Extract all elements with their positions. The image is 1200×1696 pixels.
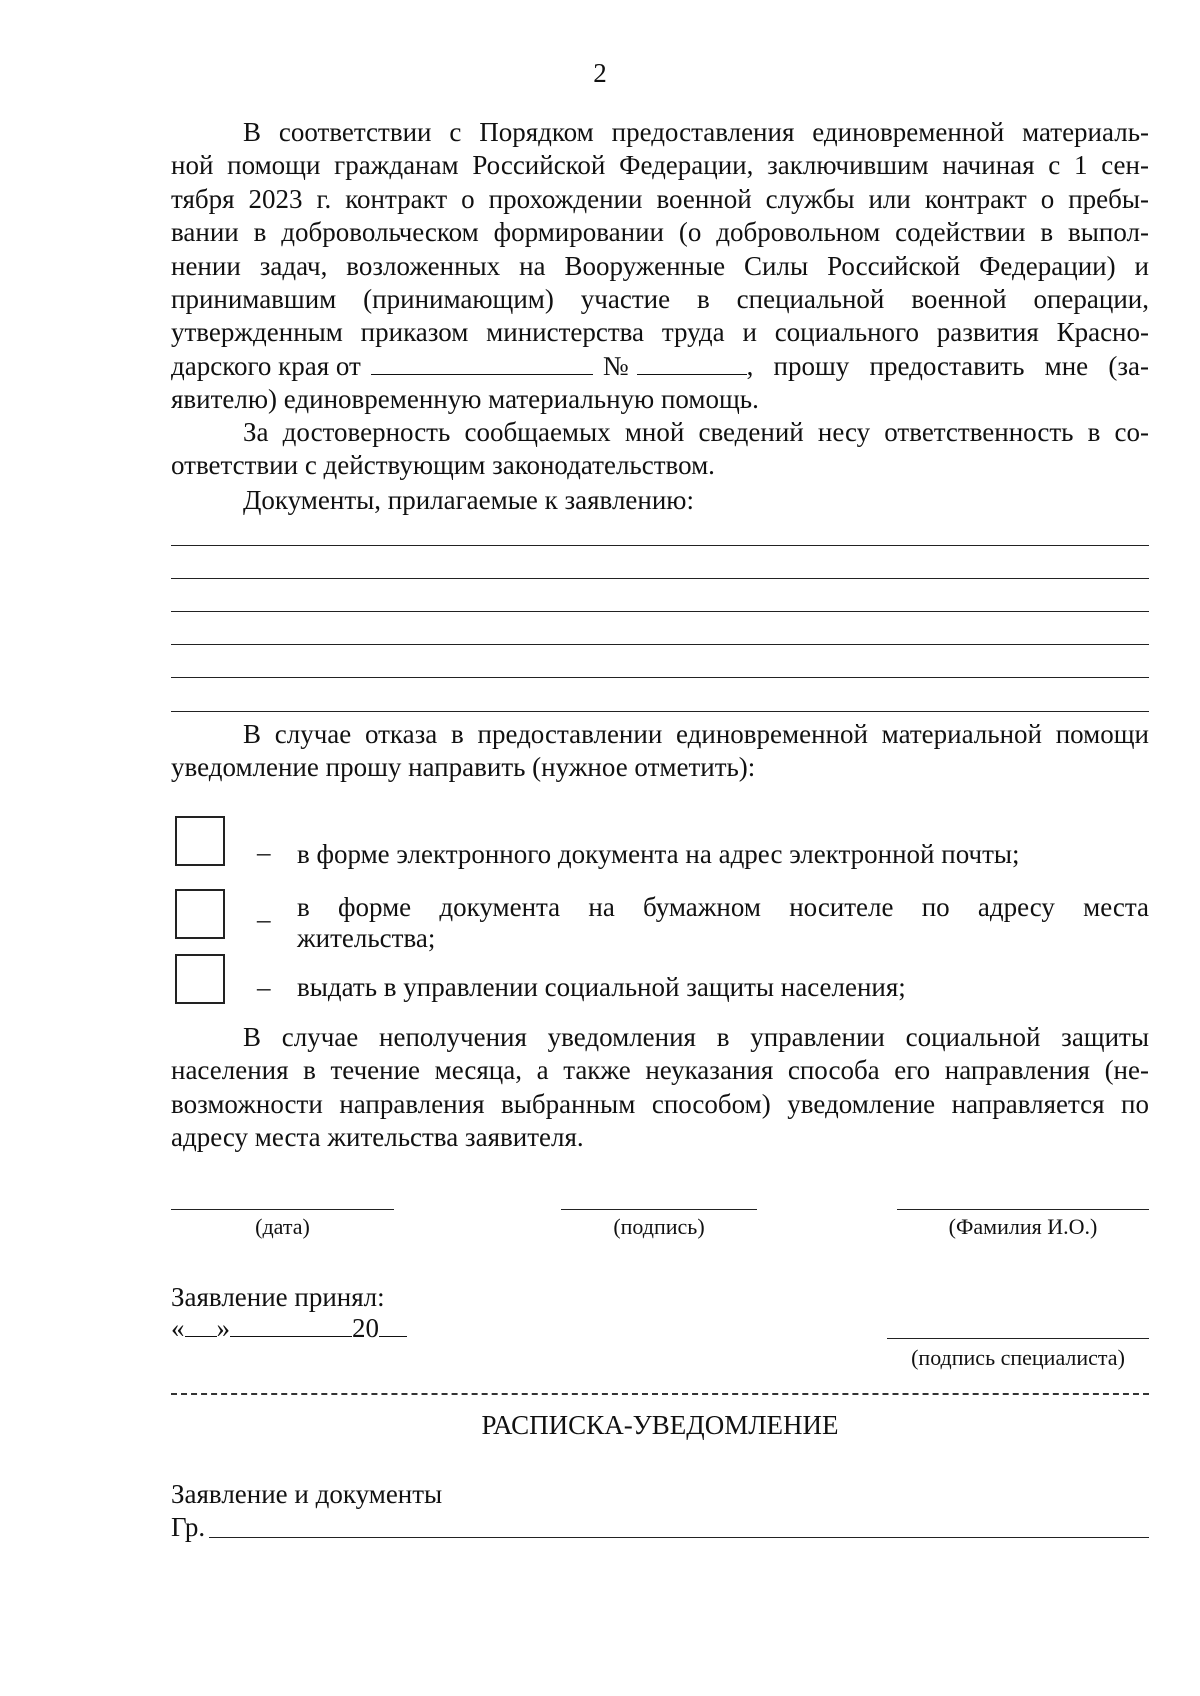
date-open-quote: « (171, 1313, 185, 1343)
option-paper-label (297, 892, 1149, 954)
intro-line: тября 2023 г. контракт о прохождении военной службы или контракт о пребы- (171, 183, 1149, 214)
intro-line: принимавшим (принимающим) участие в специальной военной операции, (171, 284, 1149, 315)
document-entry-line[interactable] (171, 644, 1149, 645)
full-name-caption: (Фамилия И.О.) (948, 1214, 1098, 1239)
intro-line-order (171, 350, 1149, 383)
citizen-name-line[interactable] (209, 1537, 1149, 1538)
intro-paragraph (171, 116, 1149, 417)
responsibility-line: ответствии с действующим законодательством. (171, 450, 715, 481)
year-blank[interactable] (379, 1314, 407, 1337)
citizen-prefix: Гр. (171, 1512, 206, 1542)
order-date-blank (371, 352, 593, 375)
year-prefix: 20 (352, 1313, 379, 1343)
intro-line: вании в добровольческом формировании (о добровольном содействии в выпол- (171, 217, 1149, 248)
document-entry-line[interactable] (171, 578, 1149, 579)
specialist-signature-line[interactable] (887, 1338, 1149, 1339)
option-email-dash: – (257, 837, 271, 867)
documents-label-text: Документы, прилагаемые к заявлению: (243, 485, 694, 515)
document-entry-line[interactable] (171, 545, 1149, 546)
order-number-sign: № (602, 350, 629, 381)
accepted-date (171, 1313, 407, 1344)
refusal-line: В случае отказа в предоставлении единовременной материальной помощи (243, 719, 1149, 749)
specialist-signature-caption: (подпись специалиста) (911, 1345, 1125, 1370)
intro-line8-end: , прошу предоставить мне (за- (746, 350, 1149, 381)
non-receipt-line: адресу места жительства заявителя. (171, 1122, 584, 1153)
option-paper-line: в форме документа на бумажном носителе по адресу места (297, 892, 1149, 922)
date-line[interactable] (171, 1209, 394, 1210)
signature-caption: (подпись) (613, 1214, 705, 1239)
intro-line: нении задач, возложенных на Вооруженные Силы Российской Федерации) и (171, 250, 1149, 281)
full-name-line[interactable] (897, 1209, 1149, 1210)
document-entry-line[interactable] (171, 677, 1149, 678)
responsibility-line: За достоверность сообщаемых мной сведений несу ответственность в со- (243, 417, 1149, 447)
option-paper-dash: _ (257, 895, 271, 925)
document-entry-line[interactable] (171, 711, 1149, 712)
non-receipt-line: В случае неполучения уведомления в управлении социальной защиты (243, 1022, 1149, 1052)
non-receipt-paragraph (171, 1021, 1149, 1155)
intro-line: В соответствии с Порядком предоставления единовременной материаль- (243, 117, 1149, 147)
responsibility-paragraph (171, 416, 1149, 483)
option-email-label: в форме электронного документа на адрес электронной почты; (297, 839, 1020, 869)
signature-line[interactable] (561, 1209, 757, 1210)
receipt-docs-label: Заявление и документы (171, 1479, 443, 1509)
non-receipt-line: возможности направления выбранным способом) уведомление направляется по (171, 1088, 1149, 1119)
document-entry-line[interactable] (171, 611, 1149, 612)
cut-line (171, 1393, 1149, 1395)
month-blank[interactable] (230, 1314, 352, 1337)
order-number-blank (637, 352, 747, 375)
date-caption: (дата) (255, 1214, 310, 1239)
intro-line: ной помощи гражданам Российской Федерации, заключившим начиная с 1 сен- (171, 150, 1149, 181)
receipt-heading: РАСПИСКА-УВЕДОМЛЕНИЕ (481, 1410, 839, 1440)
refusal-paragraph (171, 718, 1149, 785)
option-paper-line: жительства; (297, 923, 436, 953)
documents-label (171, 484, 1149, 517)
accepted-label: Заявление принял: (171, 1282, 385, 1312)
intro-line: явителю) единовременную материальную помощь. (171, 384, 759, 415)
refusal-line: уведомление прошу направить (нужное отметить): (171, 752, 756, 783)
option-office-label: выдать в управлении социальной защиты населения; (297, 972, 906, 1002)
option-office-dash: – (257, 972, 271, 1002)
page-number: 2 (593, 58, 607, 88)
date-close-quote: » (216, 1313, 230, 1343)
option-office-checkbox[interactable] (175, 954, 225, 1004)
intro-line: утвержденным приказом министерства труда и социального развития Красно- (171, 317, 1149, 348)
option-email-checkbox[interactable] (175, 816, 225, 866)
non-receipt-line: населения в течение месяца, а также неуказания способа его направления (не- (171, 1055, 1149, 1086)
option-paper-checkbox[interactable] (175, 889, 225, 939)
intro-line8-start: дарского края от (171, 350, 361, 381)
day-blank[interactable] (185, 1314, 217, 1337)
